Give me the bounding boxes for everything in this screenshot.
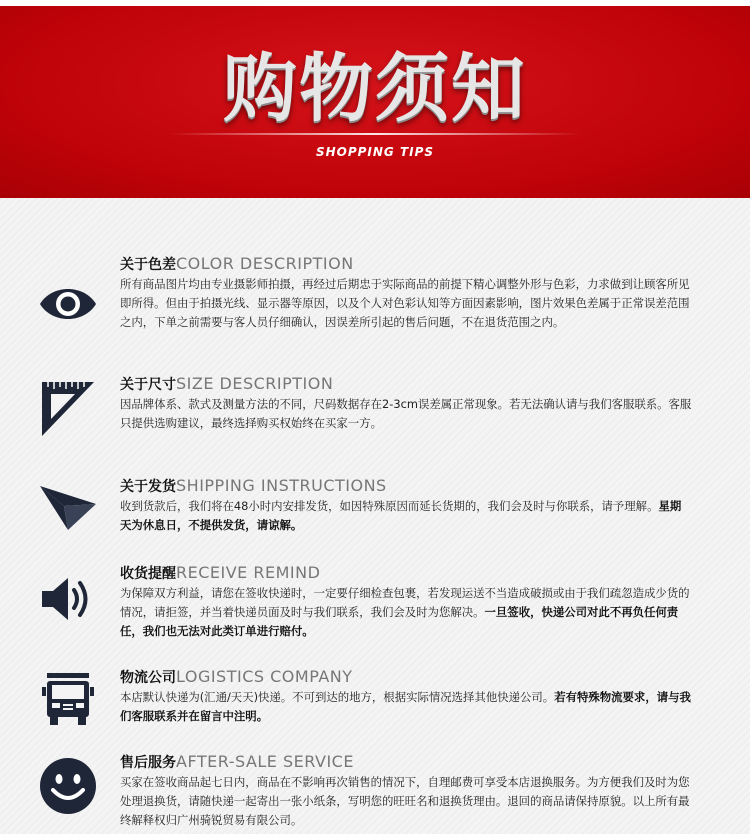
section-body-bold: 一旦签收，快递公司对此不再负任何责任，我们也无法对此类订单进行赔付。 <box>120 605 679 638</box>
section-heading <box>120 254 354 275</box>
section-heading <box>120 476 387 497</box>
page-title: 购物须知 <box>223 46 527 132</box>
heading-cn: 物流公司 <box>120 670 176 686</box>
heading-en: SHIPPING INSTRUCTIONS <box>176 476 387 495</box>
section-text <box>120 773 692 830</box>
section-body: 为保障双方利益，请您在签收快递时，一定要仔细检查包裹，若发现运送不当造成破损或由于我们疏忽造成少货的情况，请拒签，并当着快递员面及时与我们联系，我们会及时为您解决。 <box>120 586 690 619</box>
heading-cn: 收货提醒 <box>120 566 176 582</box>
section-body: 本店默认快递为(汇通/天天)快递。不可到达的地方，根据实际情况选择其他快递公司。 <box>120 690 555 704</box>
page-subtitle: SHOPPING TIPS <box>315 145 435 159</box>
section-text <box>120 395 692 433</box>
section-heading <box>120 374 333 395</box>
smiley-icon <box>38 756 98 816</box>
paper-plane-icon <box>38 478 98 538</box>
section-text <box>120 688 692 726</box>
heading-cn: 关于发货 <box>120 479 176 495</box>
heading-en: RECEIVE REMIND <box>176 563 321 582</box>
heading-en: SIZE DESCRIPTION <box>176 374 334 393</box>
section-heading <box>120 667 353 688</box>
section-body-bold: 若有特殊物流要求，请与我们客服联系并在留言中注明。 <box>120 690 691 723</box>
eye-icon <box>38 274 98 334</box>
section-body: 收到货款后，我们将在48小时内安排发货，如因特殊原因而延长货期的，我们会及时与你联系，请予理解。 <box>120 499 659 513</box>
section-heading <box>120 563 320 584</box>
heading-cn: 售后服务 <box>120 755 176 771</box>
section-body: 所有商品图片均由专业摄影师拍摄，再经过后期忠于实际商品的前提下精心调整外形与色彩，力求做到让顾客所见即所得。但由于拍摄光线、显示器等原因，以及个人对色彩认知等方面因素影响，图片效果色差属于正常误差范围之内，下单之前需要与客人员仔细确认，因误差所引起的售后问题，不在退货范围之内。 <box>120 277 690 329</box>
heading-en: COLOR DESCRIPTION <box>176 254 354 273</box>
title-divider <box>170 133 580 135</box>
section-text <box>120 497 692 535</box>
section-body: 买家在签收商品起七日内，商品在不影响再次销售的情况下，自理邮费可享受本店退换服务。为方便我们及时为您处理退换货，请随快递一起寄出一张小纸条，写明您的旺旺名和退换货理由。退回的商品请保持原貌。以上所有最终解释权归广州骑锐贸易有限公司。 <box>120 775 690 827</box>
ruler-triangle-icon <box>38 378 98 438</box>
truck-icon <box>38 669 98 729</box>
section-body: 因品牌体系、款式及测量方法的不同，尺码数据存在2-3cm误差属正常现象。若无法确认请与我们客服联系。客服只提供选购建议，最终选择购买权始终在买家一方。 <box>120 397 692 430</box>
heading-cn: 关于尺寸 <box>120 377 176 393</box>
section-text <box>120 584 692 641</box>
speaker-icon <box>38 569 98 629</box>
banner <box>0 6 750 198</box>
heading-en: AFTER-SALE SERVICE <box>176 752 354 771</box>
heading-cn: 关于色差 <box>120 257 176 273</box>
section-text <box>120 275 692 332</box>
section-body-bold: 星期天为休息日，不提供发货，请谅解。 <box>120 499 682 532</box>
heading-en: LOGISTICS COMPANY <box>176 667 353 686</box>
section-heading <box>120 752 354 773</box>
